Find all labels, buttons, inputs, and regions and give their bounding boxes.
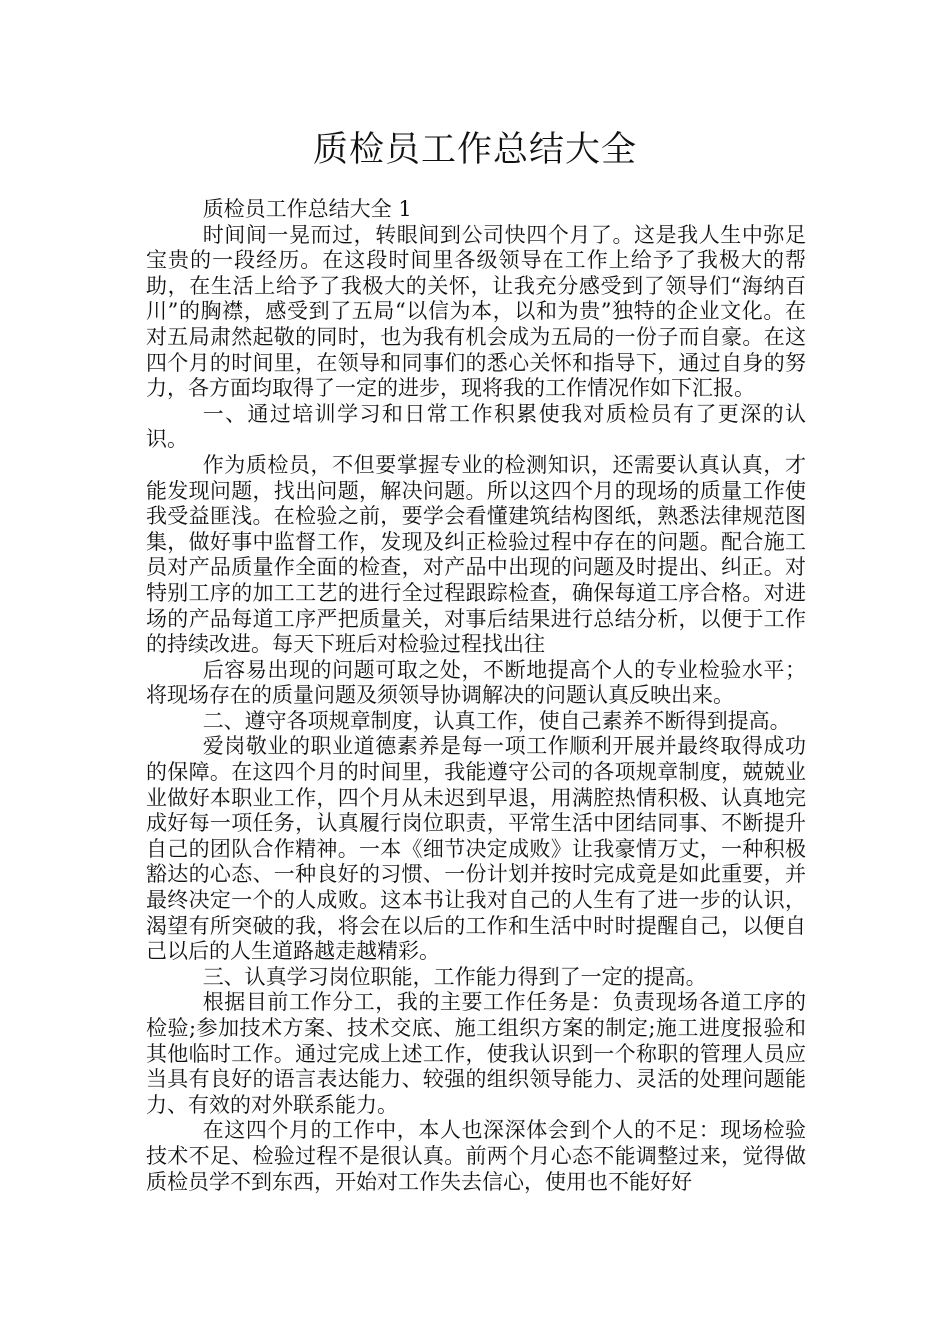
- document-body: [146, 197, 806, 1195]
- body-paragraph: 作为质检员，不但要掌握专业的检测知识，还需要认真认真，才能发现问题，找出问题，解决问题。所以这四个月的现场的质量工作使我受益匪浅。在检验之前，要学会看懂建筑结构图纸，熟悉法律规范图集，做好事中监督工作，发现及纠正检验过程中存在的问题。配合施工员对产品质量作全面的检查，对产品中出现的问题及时提出、纠正。对特别工序的加工工艺的进行全过程跟踪检查，确保每道工序合格。对进场的产品每道工序严把质量关，对事后结果进行总结分析，以便于工作的持续改进。每天下班后对检验过程找出往: [146, 452, 806, 657]
- body-paragraph: 后容易出现的问题可取之处，不断地提高个人的专业检验水平；将现场存在的质量问题及须领导协调解决的问题认真反映出来。: [146, 657, 806, 708]
- document-title: 质检员工作总结大全: [312, 130, 637, 170]
- body-paragraph: 爱岗敬业的职业道德素养是每一项工作顺利开展并最终取得成功的保障。在这四个月的时间里，我能遵守公司的各项规章制度，兢兢业业做好本职业工作，四个月从未迟到早退，用满腔热情积极、认真地完成好每一项任务，认真履行岗位职责，平常生活中团结同事、不断提升自己的团队合作精神。一本《细节决定成败》让我豪情万丈，一种积极豁达的心态、一种良好的习惯、一份计划并按时完成竟是如此重要，并最终决定一个的人成败。这本书让我对自己的人生有了进一步的认识，渴望有所突破的我，将会在以后的工作和生活中时时提醒自己，以便自己以后的人生道路越走越精彩。: [146, 734, 806, 964]
- section-heading: 一、通过培训学习和日常工作积累使我对质检员有了更深的认识。: [146, 401, 806, 452]
- body-paragraph: 根据目前工作分工，我的主要工作任务是：负责现场各道工序的检验;参加技术方案、技术交底、施工组织方案的制定;施工进度报验和其他临时工作。通过完成上述工作，使我认识到一个称职的管理人员应当具有良好的语言表达能力、较强的组织领导能力、灵活的处理问题能力、有效的对外联系能力。: [146, 990, 806, 1117]
- section-heading: 三、认真学习岗位职能，工作能力得到了一定的提高。: [202, 964, 707, 989]
- body-paragraph: 在这四个月的工作中，本人也深深体会到个人的不足：现场检验技术不足、检验过程不是很认真。前两个月心态不能调整过来，觉得做质检员学不到东西，开始对工作失去信心，使用也不能好好: [146, 1118, 806, 1194]
- body-paragraph: 时间间一晃而过，转眼间到公司快四个月了。这是我人生中弥足宝贵的一段经历。在这段时间里各级领导在工作上给予了我极大的帮助，在生活上给予了我极大的关怀，让我充分感受到了领导们“海纳百川”的胸襟，感受到了五局“以信为本，以和为贵”独特的企业文化。在对五局肃然起敬的同时，也为我有机会成为五局的一份子而自豪。在这四个月的时间里，在领导和同事们的悉心关怀和指导下，通过自身的努力，各方面均取得了一定的进步，现将我的工作情况作如下汇报。: [146, 222, 806, 401]
- section-heading: 质检员工作总结大全 1: [202, 197, 412, 221]
- section-heading: 二、遵守各项规章制度，认真工作，使自己素养不断得到提高。: [202, 708, 791, 733]
